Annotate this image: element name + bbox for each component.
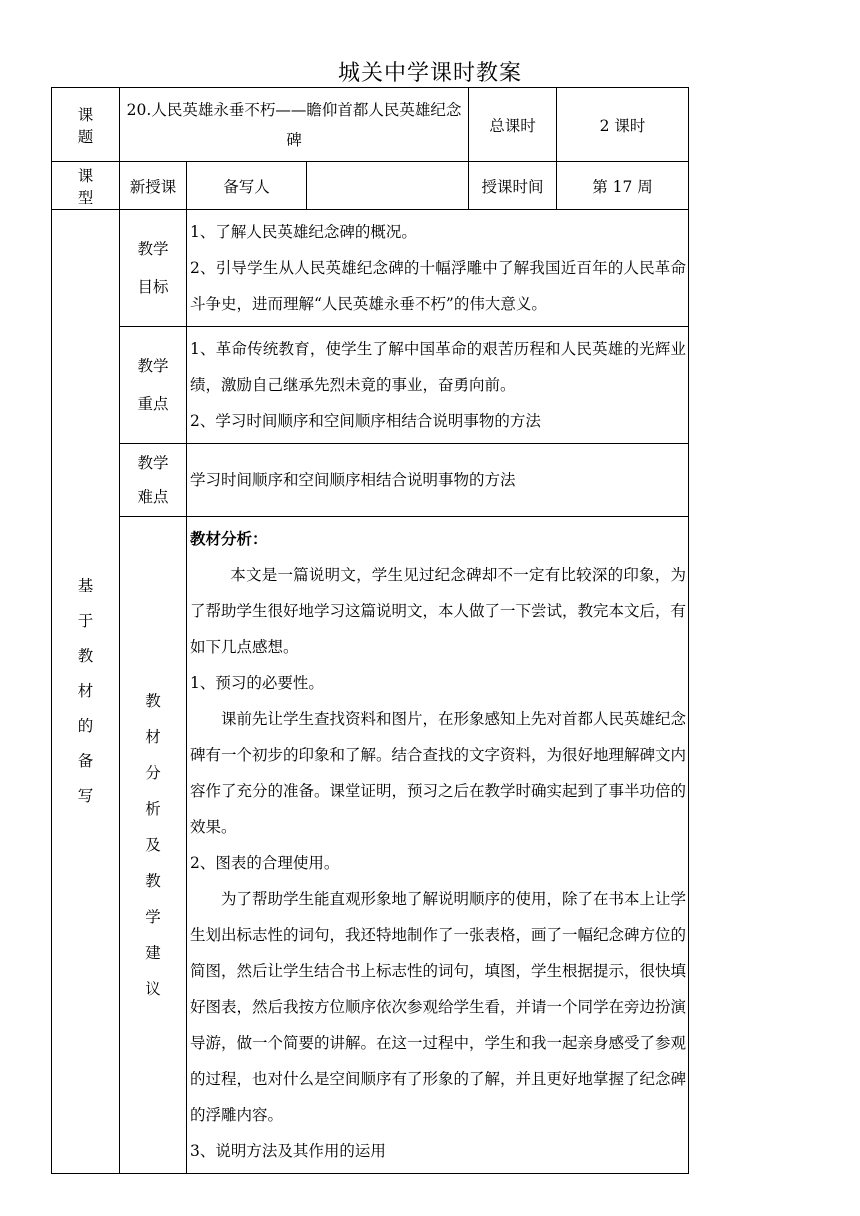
key-point-1: 1、革命传统教育，使学生了解中国革命的艰苦历程和人民英雄的光辉业绩，激励自己继承先烈未竟的事业，奋勇向前。 — [190, 340, 686, 394]
author-label: 备写人 — [187, 162, 307, 210]
total-hours-value: 2 课时 — [557, 88, 689, 162]
point-2-title: 2、图表的合理使用。 — [190, 854, 340, 872]
difficulties-content: 学习时间顺序和空间顺序相结合说明事物的方法 — [187, 444, 689, 517]
section-left-label: 基 于 教 材 的 备 写 — [52, 210, 120, 1174]
objectives-content — [187, 210, 689, 327]
type-label: 课 型 — [52, 162, 120, 210]
analysis-row — [52, 517, 689, 1174]
point-3-title: 3、说明方法及其作用的运用 — [190, 1142, 386, 1160]
objectives-label: 教学 目标 — [120, 210, 187, 327]
analysis-label: 教 材 分 析 及 教 学 建 议 — [120, 517, 187, 1174]
point-1-text: 课前先让学生查找资料和图片，在形象感知上先对首都人民英雄纪念碑有一个初步的印象和了解。结合查找的文字资料，为很好地理解碑文内容作了充分的准备。课堂证明，预习之后在教学时确实起到了事半功倍的效果。 — [190, 710, 687, 836]
key-points-row — [52, 327, 689, 444]
key-point-2: 2、学习时间顺序和空间顺序相结合说明事物的方法 — [190, 412, 541, 430]
type-row — [52, 162, 689, 210]
key-points-content — [187, 327, 689, 444]
key-points-label: 教学 重点 — [120, 327, 187, 444]
topic-row — [52, 88, 689, 162]
type-value: 新授课 — [120, 162, 187, 210]
objectives-row — [52, 210, 689, 327]
time-value: 第 17 周 — [557, 162, 689, 210]
lesson-plan-table — [51, 87, 689, 1174]
topic-value: 20.人民英雄永垂不朽——瞻仰首都人民英雄纪念碑 — [120, 88, 469, 162]
analysis-content — [187, 517, 689, 1174]
analysis-heading: 教材分析： — [190, 529, 268, 548]
total-hours-label: 总课时 — [469, 88, 557, 162]
point-1-title: 1、预习的必要性。 — [190, 674, 324, 692]
topic-label: 课 题 — [52, 88, 120, 162]
objective-1: 1、了解人民英雄纪念碑的概况。 — [190, 223, 417, 241]
author-value — [307, 162, 469, 210]
document-title: 城关中学课时教案 — [337, 61, 522, 86]
point-2-text: 为了帮助学生能直观形象地了解说明顺序的使用，除了在书本上让学生划出标志性的词句，我还特地制作了一张表格，画了一幅纪念碑方位的简图，然后让学生结合书上标志性的词句，填图，学生根据提示，很快填好图表，然后我按方位顺序依次参观给学生看，并请一个同学在旁边扮演导游，做一个简要的讲解。在这一过程中，学生和我一起亲身感受了参观的过程，也对什么是空间顺序有了形象的了解，并且更好地掌握了纪念碑的浮雕内容。 — [190, 890, 687, 1124]
time-label: 授课时间 — [469, 162, 557, 210]
difficulties-row — [52, 444, 689, 517]
analysis-intro: 本文是一篇说明文，学生见过纪念碑却不一定有比较深的印象，为了帮助学生很好地学习这篇说明文，本人做了一下尝试，教完本文后，有如下几点感想。 — [190, 566, 687, 656]
objective-2: 2、引导学生从人民英雄纪念碑的十幅浮雕中了解我国近百年的人民革命斗争史，进而理解“人民英雄永垂不朽”的伟大意义。 — [190, 259, 686, 313]
difficulties-label: 教学 难点 — [120, 444, 187, 517]
